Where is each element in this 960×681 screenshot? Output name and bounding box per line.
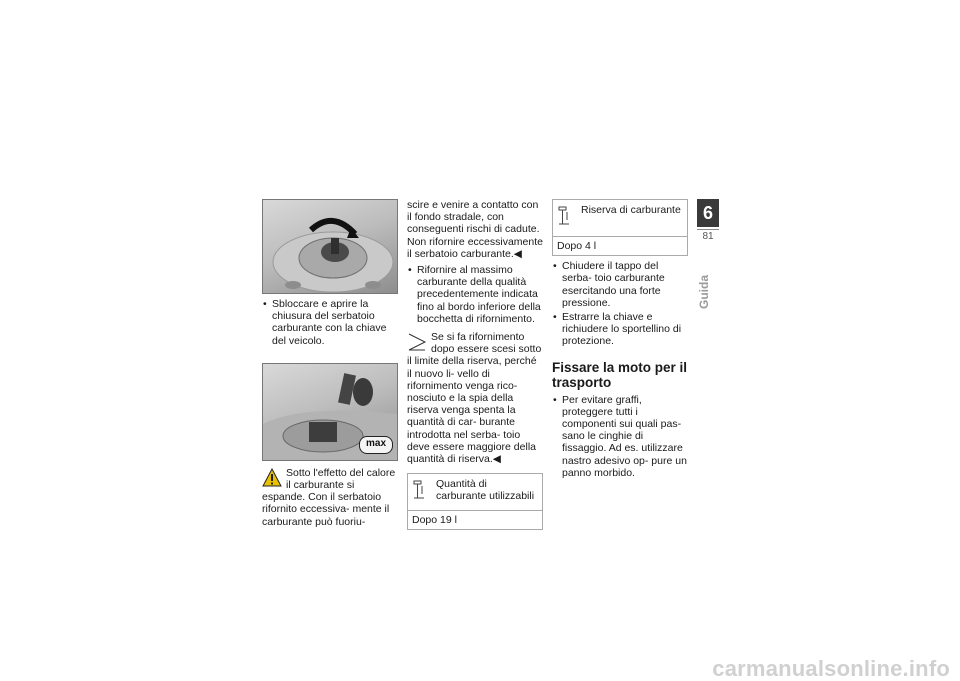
info-box-header	[553, 200, 687, 236]
bullet-remove-key	[552, 311, 688, 348]
bullet-text: Estrarre la chiave e richiudere lo sportellino di protezione.	[562, 311, 682, 348]
bullet-protect-components	[552, 394, 688, 479]
info-box-value: Dopo 4 l	[553, 236, 687, 255]
bullet-text: Chiudere il tappo del serba- toio carburante esercitando una forte pressione.	[562, 260, 665, 309]
info-box-label: Riserva di carburante	[581, 204, 681, 216]
reserve-fuel-box	[552, 199, 688, 256]
info-box-value: Dopo 19 l	[408, 510, 542, 529]
warning-note	[262, 467, 398, 528]
chapter-number: 6	[697, 199, 719, 227]
column-2	[407, 199, 543, 530]
fuel-cap-photo	[262, 199, 398, 294]
info-box-label: Quantità di carburante utilizzabili	[436, 478, 535, 503]
warning-text: Sotto l'effetto del calore il carburante si espande. Con il serbatoio rifornito eccessiva- mente il carburante può fuoriu-	[262, 466, 396, 528]
bullet-text: Rifornire al massimo carburante della qualità precedentemente indicata fino al bordo inferiore della bocchetta di rifornimento.	[417, 264, 541, 325]
watermark: carmanualsonline.info	[712, 655, 950, 681]
info-note	[407, 331, 543, 465]
no-overfill-text: Non rifornire eccessivamente il serbatoio carburante.◀	[407, 235, 543, 260]
info-box-header	[408, 474, 542, 510]
chapter-tab	[697, 199, 719, 319]
bullet-unlock-cap	[262, 298, 398, 347]
bullet-text: Per evitare graffi, proteggere tutti i componenti sui quali pas- sano le cinghie di fissaggio. Ad es. utilizzare nastro adesivo op- pure un panno morbido.	[562, 393, 687, 479]
page-number: 81	[697, 229, 719, 243]
section-label: Guida	[697, 275, 711, 310]
note-text: Se si fa rifornimento dopo essere scesi sotto il limite della riserva, perché il nuovo li- vello di rifornimento venga rico- nosciuto e la spia della riserva venga spenta la quantità di car- burante introdotta nel serba- toio deve essere maggiore della quantità di riserva.◀	[407, 331, 542, 466]
bullet-text: Sbloccare e aprire la chiusura del serbatoio carburante con la chiave del veicolo.	[272, 298, 387, 347]
column-3	[552, 199, 688, 481]
fuel-cap-illustration	[263, 200, 397, 293]
usable-fuel-box	[407, 473, 543, 530]
fuel-filler-photo	[262, 363, 398, 461]
column-1	[262, 199, 398, 528]
section-heading: Fissare la moto per il trasporto	[552, 359, 688, 390]
note-pencil-icon	[407, 332, 427, 352]
bullet-refuel-max	[407, 264, 543, 325]
warning-continuation: scire e venire a contatto con il fondo stradale, con conseguenti rischi di cadute.	[407, 199, 540, 236]
warning-triangle-icon	[262, 468, 282, 488]
fuel-pump-icon	[412, 478, 428, 502]
bullet-close-cap	[552, 260, 688, 309]
max-badge: max	[359, 436, 393, 454]
fuel-pump-icon	[557, 204, 573, 228]
